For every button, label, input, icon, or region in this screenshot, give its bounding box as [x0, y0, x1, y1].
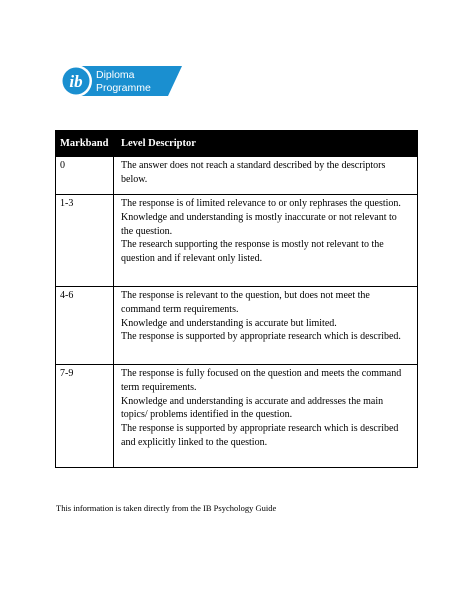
descriptor-line: The response is supported by appropriate research which is described and explicitly linked to the question. — [121, 423, 399, 448]
descriptor-cell — [114, 287, 417, 364]
table-row — [56, 286, 417, 364]
ib-mark-text: ib — [69, 72, 83, 91]
descriptor-line: The response is supported by appropriate research which is described. — [121, 331, 401, 343]
ib-diploma-programme-logo — [60, 62, 182, 100]
header-markband: Markband — [56, 138, 114, 149]
markband-cell: 0 — [56, 157, 114, 194]
descriptor-line: Knowledge and understanding is accurate and addresses the main topics/ problems identified in the question. — [121, 395, 384, 421]
descriptor-line: Knowledge and understanding is mostly inaccurate or not relevant to the question. — [121, 211, 397, 237]
header-level-descriptor: Level Descriptor — [121, 138, 196, 149]
table-header — [56, 131, 417, 156]
descriptor-line: The answer does not reach a standard described by the descriptors below. — [121, 160, 386, 185]
markband-table — [55, 130, 418, 468]
descriptor-cell — [114, 365, 417, 467]
table-row — [56, 194, 417, 286]
descriptor-cell — [114, 157, 417, 194]
descriptor-line: The response is of limited relevance to or only rephrases the question. — [121, 198, 401, 209]
markband-cell: 4-6 — [56, 287, 114, 364]
descriptor-line: The response is relevant to the question, but does not meet the command term requirements. — [121, 290, 370, 315]
table-row — [56, 156, 417, 194]
table-row — [56, 364, 417, 467]
descriptor-line: Knowledge and understanding is accurate but limited. — [121, 317, 337, 329]
source-footnote: This information is taken directly from the IB Psychology Guide — [56, 503, 277, 513]
logo-line-programme: Programme — [96, 82, 151, 94]
descriptor-line: The research supporting the response is mostly not relevant to the question and if relevant only listed. — [121, 239, 384, 265]
ib-logo-icon — [60, 62, 182, 100]
descriptor-cell — [114, 195, 417, 286]
markband-cell: 7-9 — [56, 365, 114, 467]
descriptor-line: The response is fully focused on the question and meets the command term requirements. — [121, 368, 402, 393]
logo-line-diploma: Diploma — [96, 69, 135, 81]
markband-cell: 1-3 — [56, 195, 114, 286]
